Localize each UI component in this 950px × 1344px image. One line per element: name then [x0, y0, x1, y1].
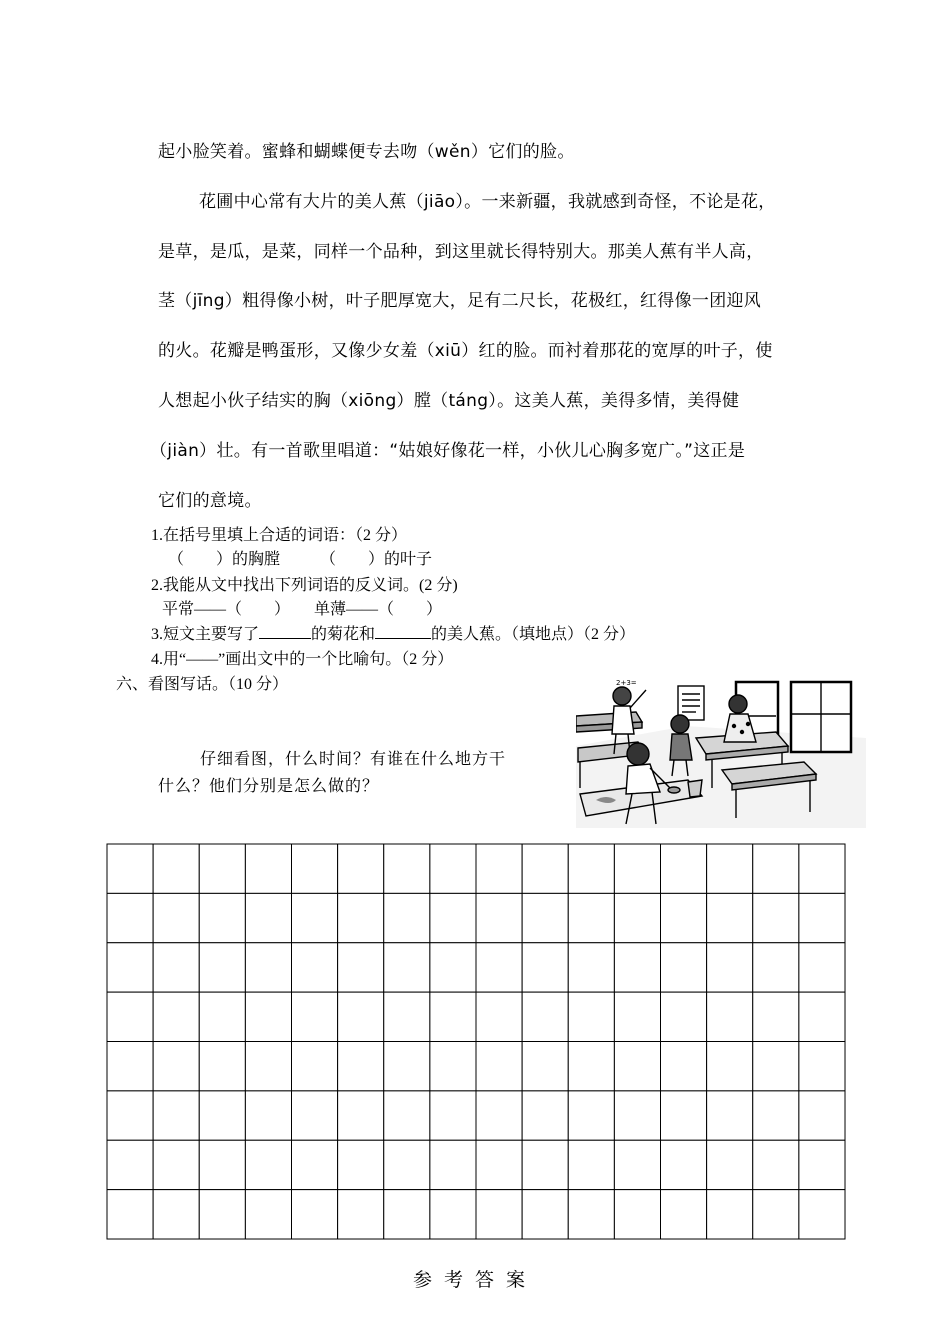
grid-cell[interactable]: [661, 1091, 707, 1140]
grid-cell[interactable]: [430, 844, 476, 893]
grid-cell[interactable]: [568, 1042, 614, 1091]
classroom-cleaning-illustration: [576, 676, 866, 828]
grid-cell[interactable]: [753, 992, 799, 1041]
question-2-blanks: 平常——（ ） 单薄——（ ）: [162, 601, 443, 618]
grid-cell[interactable]: [292, 992, 338, 1041]
grid-cell[interactable]: [799, 1042, 845, 1091]
grid-cell[interactable]: [338, 844, 384, 893]
grid-cell[interactable]: [199, 1190, 245, 1239]
section-6-prompt-line-1: 仔细看图，什么时间？有谁在什么地方干: [200, 751, 507, 768]
answer-blank: [259, 624, 311, 639]
grid-cell[interactable]: [799, 844, 845, 893]
grid-cell[interactable]: [799, 1091, 845, 1140]
grid-cell[interactable]: [707, 893, 753, 942]
grid-cell[interactable]: [430, 1091, 476, 1140]
grid-cell[interactable]: [661, 844, 707, 893]
grid-cell[interactable]: [384, 992, 430, 1041]
grid-cell[interactable]: [753, 1091, 799, 1140]
grid-cell[interactable]: [799, 1190, 845, 1239]
grid-cell[interactable]: [199, 943, 245, 992]
grid-cell[interactable]: [199, 844, 245, 893]
grid-cell[interactable]: [614, 1042, 660, 1091]
grid-cell[interactable]: [799, 1140, 845, 1189]
grid-cell[interactable]: [107, 1042, 153, 1091]
blackboard-text: 2+3=: [616, 679, 637, 687]
grid-cell[interactable]: [153, 992, 199, 1041]
grid-cell[interactable]: [245, 893, 291, 942]
grid-cell[interactable]: [753, 1190, 799, 1239]
grid-cell[interactable]: [153, 1042, 199, 1091]
grid-cell[interactable]: [476, 1190, 522, 1239]
grid-cell[interactable]: [245, 1091, 291, 1140]
grid-cell[interactable]: [661, 893, 707, 942]
grid-cell[interactable]: [661, 1042, 707, 1091]
grid-cell[interactable]: [753, 943, 799, 992]
grid-cell[interactable]: [384, 1140, 430, 1189]
grid-cell[interactable]: [568, 893, 614, 942]
grid-cell[interactable]: [568, 1091, 614, 1140]
grid-cell[interactable]: [568, 844, 614, 893]
question-3: [151, 621, 635, 644]
grid-cell[interactable]: [614, 1190, 660, 1239]
question-3-part-c: 的美人蕉。（填地点）（2 分）: [431, 626, 636, 643]
grid-cell[interactable]: [153, 1190, 199, 1239]
grid-cell[interactable]: [430, 1042, 476, 1091]
grid-cell[interactable]: [707, 1140, 753, 1189]
grid-cell[interactable]: [153, 1091, 199, 1140]
grid-cell[interactable]: [753, 893, 799, 942]
section-6-title: 六、看图写话。（10 分）: [116, 676, 289, 693]
grid-cell[interactable]: [753, 1140, 799, 1189]
grid-cell[interactable]: [707, 844, 753, 893]
passage-line-2: 花圃中心常有大片的美人蕉（jiāo）。一来新疆，我就感到奇怪，不论是花，: [199, 192, 776, 212]
grid-cell[interactable]: [522, 1091, 568, 1140]
grid-cell[interactable]: [614, 992, 660, 1041]
grid-cell[interactable]: [292, 1140, 338, 1189]
grid-cell[interactable]: [153, 1140, 199, 1189]
grid-cell[interactable]: [338, 1190, 384, 1239]
grid-cell[interactable]: [199, 1140, 245, 1189]
grid-cell[interactable]: [430, 992, 476, 1041]
grid-cell[interactable]: [245, 943, 291, 992]
grid-cell[interactable]: [476, 1042, 522, 1091]
grid-cell[interactable]: [661, 1190, 707, 1239]
answer-key-title: 参考答案: [412, 1269, 537, 1291]
grid-cell[interactable]: [568, 1140, 614, 1189]
grid-cell[interactable]: [292, 844, 338, 893]
passage-line-8: 它们的意境。: [158, 491, 262, 511]
grid-cell[interactable]: [338, 893, 384, 942]
grid-cell[interactable]: [199, 1091, 245, 1140]
grid-cell[interactable]: [476, 893, 522, 942]
grid-cell[interactable]: [107, 844, 153, 893]
passage-line-5: 的火。花瓣是鸭蛋形，又像少女羞（xiū）红的脸。而衬着那花的宽厚的叶子，使: [158, 341, 773, 361]
grid-cell[interactable]: [338, 992, 384, 1041]
grid-cell[interactable]: [245, 992, 291, 1041]
grid-cell[interactable]: [476, 1140, 522, 1189]
writing-grid: [106, 843, 846, 1240]
answer-blank: [375, 624, 431, 639]
grid-cell[interactable]: [384, 943, 430, 992]
question-1: 1.在括号里填上合适的词语：（2 分）: [151, 527, 408, 544]
grid-cell[interactable]: [799, 893, 845, 942]
grid-cell[interactable]: [199, 893, 245, 942]
grid-cell[interactable]: [661, 943, 707, 992]
passage-line-3: 是草，是瓜，是菜，同样一个品种，到这里就长得特别大。那美人蕉有半人高，: [158, 242, 764, 262]
grid-cell[interactable]: [568, 992, 614, 1041]
grid-cell[interactable]: [338, 943, 384, 992]
grid-cell[interactable]: [384, 1190, 430, 1239]
grid-cell[interactable]: [384, 1091, 430, 1140]
grid-cell[interactable]: [107, 1140, 153, 1189]
section-6-prompt-line-2: 什么？他们分别是怎么做的？: [158, 778, 380, 795]
grid-cell[interactable]: [107, 1190, 153, 1239]
grid-cell[interactable]: [430, 943, 476, 992]
grid-cell[interactable]: [245, 844, 291, 893]
grid-cell[interactable]: [614, 1091, 660, 1140]
grid-cell[interactable]: [384, 1042, 430, 1091]
grid-cell[interactable]: [707, 943, 753, 992]
grid-cell[interactable]: [430, 1140, 476, 1189]
grid-cell[interactable]: [153, 844, 199, 893]
question-2: 2.我能从文中找出下列词语的反义词。(2 分): [151, 577, 458, 594]
grid-cell[interactable]: [107, 992, 153, 1041]
grid-cell[interactable]: [245, 1042, 291, 1091]
question-3-part-a: 3.短文主要写了: [151, 626, 260, 643]
grid-cell[interactable]: [522, 943, 568, 992]
grid-cell[interactable]: [384, 844, 430, 893]
grid-cell[interactable]: [476, 943, 522, 992]
grid-cell[interactable]: [522, 1140, 568, 1189]
grid-cell[interactable]: [799, 943, 845, 992]
grid-cell[interactable]: [107, 943, 153, 992]
grid-cell[interactable]: [430, 1190, 476, 1239]
grid-cell[interactable]: [568, 1190, 614, 1239]
grid-cell[interactable]: [707, 992, 753, 1041]
grid-cell[interactable]: [292, 1091, 338, 1140]
grid-cell[interactable]: [707, 1091, 753, 1140]
grid-cell[interactable]: [430, 893, 476, 942]
grid-cell[interactable]: [476, 992, 522, 1041]
grid-cell[interactable]: [707, 1190, 753, 1239]
grid-cell[interactable]: [522, 1042, 568, 1091]
question-3-part-b: 的菊花和: [311, 626, 376, 643]
passage-line-4: 茎（jīng）粗得像小树，叶子肥厚宽大，足有二尺长，花极红，红得像一团迎风: [158, 291, 762, 311]
passage-line-7: （jiàn）壮。有一首歌里唱道：“姑娘好像花一样，小伙儿心胸多宽广。”这正是: [150, 441, 746, 461]
grid-cell[interactable]: [476, 844, 522, 893]
grid-cell[interactable]: [614, 1140, 660, 1189]
grid-cell[interactable]: [292, 943, 338, 992]
question-1-blanks: （ ）的胸膛 （ ）的叶子: [168, 551, 433, 568]
grid-cell[interactable]: [338, 1042, 384, 1091]
grid-cell[interactable]: [107, 1091, 153, 1140]
grid-cell[interactable]: [614, 943, 660, 992]
grid-cell[interactable]: [338, 1140, 384, 1189]
grid-cell[interactable]: [292, 893, 338, 942]
grid-cell[interactable]: [153, 943, 199, 992]
grid-cell[interactable]: [476, 1091, 522, 1140]
grid-cell[interactable]: [753, 844, 799, 893]
grid-cell[interactable]: [614, 844, 660, 893]
grid-cell[interactable]: [199, 992, 245, 1041]
question-4: 4.用“——”画出文中的一个比喻句。（2 分）: [151, 651, 454, 668]
passage-line-1: 起小脸笑着。蜜蜂和蝴蝶便专去吻（wěn）它们的脸。: [158, 142, 575, 162]
passage-line-6: 人想起小伙子结实的胸（xiōng）膛（táng）。这美人蕉，美得多情，美得健: [158, 391, 740, 411]
grid-cell[interactable]: [384, 893, 430, 942]
grid-cell[interactable]: [107, 893, 153, 942]
grid-cell[interactable]: [199, 1042, 245, 1091]
grid-cell[interactable]: [292, 1042, 338, 1091]
grid-cell[interactable]: [799, 992, 845, 1041]
grid-cell[interactable]: [522, 893, 568, 942]
grid-cell[interactable]: [661, 992, 707, 1041]
grid-cell[interactable]: [522, 992, 568, 1041]
grid-cell[interactable]: [292, 1190, 338, 1239]
grid-cell[interactable]: [245, 1140, 291, 1189]
grid-cell[interactable]: [661, 1140, 707, 1189]
grid-cell[interactable]: [568, 943, 614, 992]
grid-cell[interactable]: [245, 1190, 291, 1239]
grid-cell[interactable]: [753, 1042, 799, 1091]
grid-cell[interactable]: [338, 1091, 384, 1140]
grid-cell[interactable]: [522, 1190, 568, 1239]
grid-cell[interactable]: [153, 893, 199, 942]
grid-cell[interactable]: [707, 1042, 753, 1091]
grid-cell[interactable]: [522, 844, 568, 893]
grid-cell[interactable]: [614, 893, 660, 942]
